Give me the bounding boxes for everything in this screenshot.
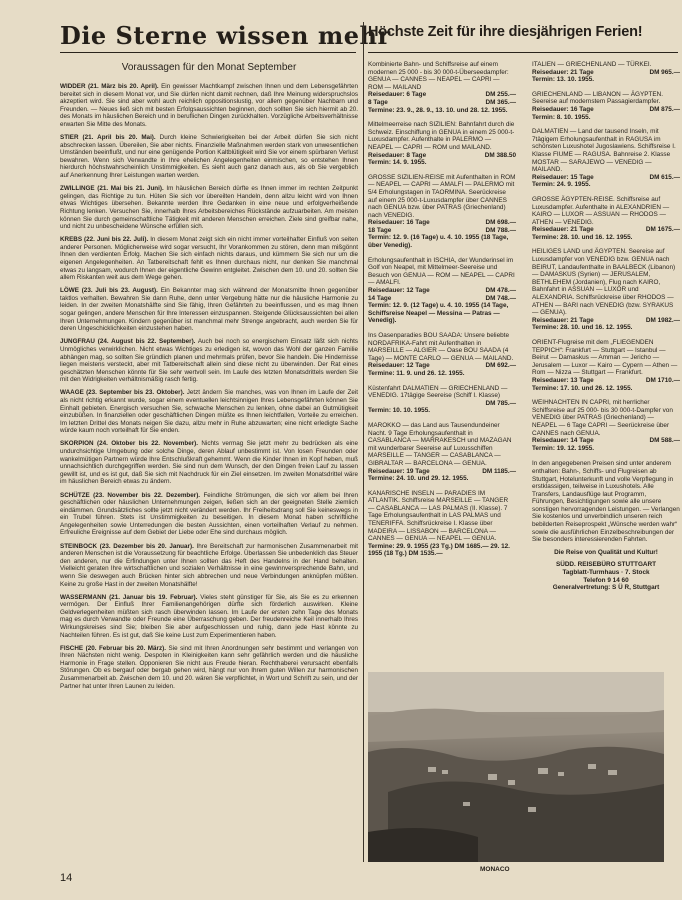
- offer-price-row: [368, 295, 516, 303]
- offer-description: HEILIGES LAND und ÄGYPTEN. Seereise auf Luxusdampfer von VENEDIG bzw. GENUA nach BEIRUT, Landaufenthalte in BAALBECK (Libanon) — DAMASKUS (Syrien) — JERUSALEM, BETHLEHEM (Jordanien), Flug nach KAIRO, Bahnfahrt in ASSUAN — LUXOR und ALEXANDRIA. Schiffsrückreise über RHODOS — ATHEN — BARI nach VENEDIG (bzw. SYRAKUS — GENUA).: [532, 248, 676, 317]
- zodiac-sign-text: Feindliche Strömungen, die sich vor allem bei Ihren geschäftlichen oder häuslichen Unternehmungen zeigen, ließen sich an der geeigneten Stelle ziemlich eindämmen. Grundsätzliches sollte jetzt nicht verändert werden. Ihr Freiheitsdrang soll Sie keineswegs in ein Trubel führen. Stets ist Unstimmigkeiten zu beseitigen. In diesem Monat haben schriftliche Angelegenheiten sowie Unterredungen die besten Aussichten, einen vorteilhaften Verlauf zu nehmen. Erfreuliche Ereignisse auf dem Gebiet der Liebe oder Ehe sind durchaus möglich.: [60, 491, 358, 537]
- offer-description: Mittelmeerreise nach SIZILIEN: Bahnfahrt durch die Schweiz. Einschiffung in GENUA in einem 25 000-t-Luxusdampfer. Aufenthalte in PALERMO — NEAPEL — CAPRI — ROM und MAILAND.: [368, 121, 515, 151]
- offer-description: GROSSE SIZILIEN-REISE mit Aufenthalten in ROM — NEAPEL — CAPRI — AMALFI — PALERMO mit 5/4 Erholungstagen in TAORMINA. Seerückreise auf einem 25 000-t-Luxusdampfer über CANNES nach GENUA bzw. über PATRAS (Griechenland) nach VENEDIG.: [368, 173, 516, 219]
- horoscope-subtitle: Voraussagen für den Monat September: [121, 62, 297, 73]
- travel-offer: [532, 61, 680, 84]
- zodiac-sign-head: WASSERMANN (21. Januar bis 19. Februar).: [60, 593, 198, 601]
- offer-duration: Reisedauer: 13 Tage: [532, 376, 594, 384]
- offer-price: DM 388.50: [484, 151, 516, 159]
- offer-dates: Termine: 28. 10. und 16. 12. 1955.: [532, 324, 633, 332]
- photo-caption: MONACO: [480, 866, 510, 873]
- zodiac-sign-text: Vieles steht günstiger für Sie, als Sie es zu erkennen vermögen. Der Einfluß Ihrer Familienangehörigen dürfte sich förderlich auswirken. Kleine Geldverlegenheiten müßten sich rasch überwinden lassen. Im Laufe der ersten zehn Tage des Monats mag es durch Verwandte oder Freunde eine Überraschung geben. Der freudenreiche Keil innerhalb Ihres Wirkungskreises sind Sie; bleiben Sie aber aufgeschlossen und ruhig, dann jede Hast könnte zu Nachteilen führen. Es ist gut, daß Sie keine Lust zum Experimentieren haben.: [60, 593, 358, 639]
- offer-description: DALMATIEN — Land der tausend Inseln, mit 7tägigem Erholungsaufenthalt in RAGUSA im schönsten Luxushotel Jugoslawiens. Schiffsreise I. Klasse FIUME — RAGUSA. Bahnreise 2. Klasse MOSTAR — SARAJEWO — VENEDIG — MAILAND.: [532, 128, 676, 174]
- zodiac-sign: [60, 645, 358, 691]
- offer-price: DM 615.—: [649, 173, 680, 181]
- offer-price-row: [532, 106, 680, 114]
- travel-offer: [368, 490, 516, 558]
- offer-price: DM 255.—: [485, 91, 516, 99]
- zodiac-sign-head: WAAGE (23. September bis 23. Oktober).: [60, 389, 185, 397]
- offer-price-row: [532, 226, 680, 234]
- travel-offer: [368, 174, 516, 250]
- offer-description: GRIECHENLAND — LIBANON — ÄGYPTEN. Seereise auf modernstem Passagierdampfer.: [532, 90, 664, 106]
- zodiac-sign: [60, 83, 358, 129]
- offer-dates: Termine: 24. 10. und 29. 12. 1955.: [368, 475, 469, 483]
- offer-price-row: [368, 287, 516, 295]
- travel-offer: [368, 385, 516, 415]
- travel-offer: [368, 332, 516, 378]
- offer-duration: Reisedauer: 16 Tage: [532, 105, 594, 113]
- horoscope-title: Die Sterne wissen mehr: [60, 21, 391, 50]
- offer-price: DM 692.—: [485, 362, 516, 370]
- zodiac-sign: [60, 134, 358, 180]
- closing-text: [532, 460, 680, 592]
- offer-duration: Reisedauer: 6 Tage: [368, 91, 427, 99]
- offer-dates: Termin: 12. 9. (12 Tage) u. 4. 10. 1955 (14 Tage, Schiffsreise Neapel — Messina — Patras — Venedig).: [368, 302, 509, 325]
- zodiac-sign: [60, 594, 358, 640]
- zodiac-sign-head: SCHÜTZE (23. November bis 22. Dezember).: [60, 491, 201, 499]
- zodiac-sign: [60, 236, 358, 282]
- offer-duration: Reisedauer: 21 Tage: [532, 226, 594, 234]
- offer-description: GROSSE ÄGYPTEN-REISE. Schiffsreise auf Luxusdampfer. Aufenthalte in ALEXANDRIEN — KAIRO — LUXOR — ASSUAN — RHODOS — ATHEN — VENEDIG.: [532, 195, 670, 226]
- travel-offer: [532, 91, 680, 121]
- travel-ad: [368, 22, 680, 592]
- offer-price: DM 875.—: [649, 105, 680, 113]
- offer-price: DM 788.—: [485, 226, 516, 234]
- zodiac-sign-text: Durch kleine Schwierigkeiten bei der Arbeit dürfen Sie sich nicht abschrecken lassen. Übereilen, Sie aber nichts. Finanzielle Maßnahmen werden stark von unwesentlichen Umständen beeinflußt, und nur eine genügende Portion Kaltblütigkeit wird Sie vor einem spürbaren Verlust bewahren. Wenn sich Verwandte in Ihre ehelichen Angelegenheiten einmischen, so entstehen Ihnen hierdurch höchstwahrscheinlich Unstimmigkeiten. Es sieht auch ganz danach aus, als ob Sie vergeblich auf Anerkennung Ihrer Leistungen warten werden.: [60, 134, 359, 180]
- offer-price-row: [532, 377, 680, 385]
- zodiac-sign-text: In diesem Monat zeigt sich ein nicht immer vorteilhafter Einfluß von seiten anderer Personen. Möglicherweise wird sogar versucht, Ihr Vorankommen zu stören, denn man mißgönnt Ihnen den verdienten Erfolg. Machen Sie sich einfach nichts daraus, und kümmern Sie sich nur um die eigenen Angelegenheiten. An Tatbereitschaft fehlt es Ihnen durchaus nicht, nur denken Sie manchmal etwas zu langsam, wodurch Ihnen der eigentliche Gewinn entgleitet. Zwischen dem 10. und 20. sollten Sie allem Riskanten weit aus dem Wege gehen.: [60, 236, 358, 282]
- offers-column-1: [368, 61, 516, 592]
- offer-duration: Reisedauer: 15 Tage: [532, 173, 594, 181]
- travel-offer: [368, 422, 516, 483]
- monaco-photo: [368, 672, 664, 862]
- travel-offer: [368, 61, 516, 114]
- offer-price-row: [368, 219, 516, 227]
- offer-price: DM 478.—: [485, 287, 516, 295]
- offer-duration: Reisedauer: 19 Tage: [368, 467, 430, 475]
- offer-price: DM 1185.—: [482, 467, 516, 475]
- travel-offer: [368, 121, 516, 167]
- travel-offer: [532, 248, 680, 332]
- zodiac-sign: [60, 543, 358, 589]
- offer-dates: Termin: 12. 9. (16 Tage) u. 4. 10. 1955 (18 Tage, über Venedig).: [368, 234, 509, 250]
- zodiac-sign: [60, 338, 358, 384]
- travel-offer: [532, 399, 680, 452]
- zodiac-sign-text: Ihre Bereitschaft zur harmonischen Zusammenarbeit mit anderen Menschen ist die Voraussetzung für beachtliche Erfolge. Überlassen Sie unbedenklich das Steuer den anderen, nur die Erfindungen unter Ihnen sollten das Heft des Handelns in der Hand behalten. Vielleicht geraten Ihre wirtschaftlichen und sozialen Verhältnisse in eine gewinnversprechende Bahn, und wenn Sie deswegen auch Brücken hinter sich abbrechen und neue Verbindungen anknüpfen müßten. Keine zu große Hast in der zweiten Monatshälfte!: [60, 542, 358, 588]
- offer-description: Küstenfahrt DALMATIEN — GRIECHENLAND — VENEDIG. 17tägige Seereise (Schiff I. Klasse): [368, 384, 508, 400]
- travel-offer: [532, 196, 680, 242]
- zodiac-sign-text: Sie sind mit Ihren Anordnungen sehr bestimmt und verlangen von Ihren Nächsten nicht wenig. Despoten in Kleinigkeiten kann sehr gefährlich werden und die häusliche Harmonie in Frage stellen. Opponieren Sie nicht aus Freude hieran. Rechthaberei verursacht ebenfalls Störungen. Ob es bergauf oder bergab gehen wird, hängt nur von Ihrem guten Willen zur harmonischen Zusammenarbeit ab. Zwischen dem 10. und 20. wären Sie verpflichtet, in Wort und Schrift zu sein, und der Partner hat unter Ihren Launen zu leiden.: [60, 644, 359, 690]
- offer-dates: Termine: 17. 10. und 26. 12. 1955.: [532, 384, 633, 392]
- offer-dates: Termine: 28. 10. und 16. 12. 1955.: [532, 233, 633, 241]
- zodiac-sign-head: KREBS (22. Juni bis 22. Juli).: [60, 236, 149, 244]
- offer-price-row: [532, 437, 680, 445]
- offer-dates: Termine: 11. 9. und 26. 12. 1955.: [368, 369, 465, 377]
- offer-price-row: [532, 174, 680, 182]
- offer-description: WEIHNACHTEN IN CAPRI, mit herrlicher Schiffsreise auf 25 000- bis 30 000-t-Dampfer von VENEDIG über PATRAS (Griechenland) — NEAPEL — 6 Tage CAPRI — Seerückreise über CANNES nach GENUA.: [532, 399, 673, 437]
- offer-price: DM 588.—: [649, 437, 680, 445]
- travel-offer: [532, 128, 680, 189]
- offer-dates: Termine: 29. 9. 1955 (23 Tg.) DM 1685.— 29. 12. 1955 (18 Tg.) DM 1535.—: [368, 542, 510, 558]
- zodiac-sign: [60, 440, 358, 486]
- zodiac-sign-head: WIDDER (21. März bis 20. April).: [60, 83, 159, 90]
- zodiac-sign-text: Nichts vermag Sie jetzt mehr zu bedrücken als eine undurchsichtige Umgebung oder solche Dinge, deren Ablauf unbestimmt ist. Von losen Freunden oder wankelmütigen Partnern würde Ihre Entschlußkraft gehemmt. Wenn die Kinder Ihnen im Kopf heben, muß unnachsichtlich durchgegriffen werden. Sie sind nun dem Wunsch, der den Dingen freien Lauf zu lassen gewillt ist, und es ist gut, daß Sie sich mit Nachdruck für ein Ziel einsetzen. Im zweiten Monatsdrittel wäre im häuslichen Bereich etwas zu ändern.: [60, 440, 358, 486]
- zodiac-sign-text: Ein gewisser Machtkampf zwischen Ihnen und dem Lebensgefährten bereitet sich in diesem Monat vor, und Sie dürfen nicht damit rechnen, daß Ihre Meinung widerspruchslos akzeptiert wird. Sie sind aber wohl auch reichlich oppositionslustig, vor allem gegenüber Nachbarn und Freunden. — Neues ließ sich mit besten Erfolgsaussichten beginnen, doch sollten Sie sich hiermit ab 20. des Monats im häuslichen Bereich und in beruflichen Dingen zurückhalten. Vorzügliche Arbeitsverhältnisse erwarten Sie Mitte des Monats.: [60, 83, 359, 128]
- offer-duration: Reisedauer: 21 Tage: [532, 316, 594, 324]
- offer-description: Kombinierte Bahn- und Schiffsreise auf einem modernen 25 000 - bis 30 000-t-Überseedampfer: GENUA — CANNES — NEAPEL — CAPRI — ROM — MAILAND: [368, 61, 509, 91]
- offer-duration: Reisedauer: 12 Tage: [368, 287, 430, 295]
- offer-price-row: [368, 99, 516, 107]
- offer-price-row: [368, 468, 516, 476]
- offer-dates: Termine: 23. 9., 28. 9., 13. 10. und 28. 12. 1955.: [368, 106, 508, 114]
- offer-description: KANARISCHE INSELN — PARADIES IM ATLANTIK. Schiffsreise MARSEILLE — TANGER — CASABLANCA — LAS PALMAS (II. Klasse). 7 Tage Erholungsaufenthalt in LAS PALMAS und TENERIFFA. Schiffsrückreise I. Klasse über MADEIRA — LISSABON — BARCELONA — CANNES — GENUA — NEAPEL — GENUA.: [368, 489, 509, 543]
- offer-description: Ins Oasenparadies BOU SAADA: Unsere beliebte NORDAFRIKA-Fahrt mit Aufenthalten in MARSEILLE — ALGIER — Oase BOU SAADA (4 Tage) — MONTE CARLO — GENUA — MAILAND.: [368, 332, 514, 362]
- offer-dates: Termin: 19. 12. 1955.: [532, 444, 595, 452]
- title-rule-left: [60, 52, 356, 53]
- column-divider: [363, 22, 364, 862]
- offer-price: DM 965.—: [649, 68, 680, 76]
- offer-duration: 18 Tage: [368, 226, 392, 234]
- zodiac-sign-head: LÖWE (23. Juli bis 23. August).: [60, 287, 158, 295]
- agency-name: SÜDD. REISEBÜRO STUTTGART: [555, 561, 657, 569]
- zodiac-sign-text: Jetzt ändern Sie manches, was von Ihnen im Laufe der Zeit als nicht richtig erkannt wurde, sogar einem eventuellen leichtsinnigen Ihres Lebensgefährten können Sie Einhalt gebieten. Energisch versuchen Sie, schwache Menschen zu lenken, ohne dabei an Gutmütigkeit einzubüßen. In finanziellen oder geschäftlichen Dingen müßte es Ihnen leichtfallen, Vorteile zu erreichen. Im letzten Drittel des Monats neigen Sie dazu, allzu mehr in Ruhe abzuwarten; eine nicht erledigte Sache würde kaum noch vorteilhaft für Sie enden.: [60, 389, 359, 435]
- zodiac-sign-head: FISCHE (20. Februar bis 20. März).: [60, 644, 166, 652]
- zodiac-sign: [60, 389, 358, 435]
- offer-dates: Termin: 8. 10. 1955.: [532, 113, 591, 121]
- offers-column-2: [532, 61, 680, 592]
- monaco-photo-drawing: [368, 672, 664, 862]
- zodiac-sign-text: Ein Bekannter mag sich während der Monatsmitte Ihnen gegenüber taktlos verhalten. Bewahren Sie dann Ruhe, denn unter Vergebung hätte nur die häusliche Harmonie zu leiden. In der zweiten Monatshälfte sind Sie fähig, Ihren Gefährten zu beeinflussen, und es mag Ihnen sogar gelingen, andere Menschen für Ihre Interessen einzuspannen. Steigende Glücksaussichten bei allen Ihren Unternehmungen. Kindern gegenüber ist manchmal mehr Strenge angebracht, auch werden Sie für deren Ungeschicklichkeiten einzustehen haben.: [60, 287, 358, 333]
- offer-description: ITALIEN — GRIECHENLAND — TÜRKEI.: [532, 61, 652, 68]
- offer-description: MAROKKO — das Land aus Tausendundeiner Nacht. 9 Tage Erholungsaufenthalt in CASABLANCA — MARRAKESCH und MAZAGAN mit wunderbarer Seereise auf Luxusschiffen MARSEILLE — TANGER — CASABLANCA — GIBRALTAR — BARCELONA — GENUA.: [368, 421, 512, 467]
- offer-price: DM 365.—: [485, 98, 516, 106]
- zodiac-sign-head: SKORPION (24. Oktober bis 22. November).: [60, 440, 199, 448]
- offer-price: DM 748.—: [485, 294, 516, 302]
- title-rule-right: [368, 52, 678, 53]
- travel-offer: [368, 257, 516, 325]
- slogan: Die Reise von Qualität und Kultur!: [554, 548, 658, 556]
- offer-price-row: [368, 362, 516, 370]
- agency-building: Tagblatt-Turmhaus · 7. Stock: [562, 569, 650, 577]
- zodiac-sign-text: Im häuslichen Bereich dürfte es Ihnen immer im rechten Zeitpunkt gelingen, das Richtige zu tun. Hüten Sie sich vor übereilten Handeln, denn allzu leicht wird von Ihnen etwas Wichtiges übersehen. Bekannte werden Ihre Gedanken in eine neue und erfolgverheißende Richtung lenken. Versuchen Sie, innerhalb Ihres Arbeitsbereiches Rückstände aufzuarbeiten. Am meisten können Sie durch gemeinschaftliche Tätigkeit mit anderen Menschen erreichen. Ziele sind greifbar nahe, und nicht zu unbescheidene Wünsche erfüllen sich.: [60, 185, 358, 231]
- offer-duration: Reisedauer: 14 Tage: [532, 437, 594, 445]
- offer-duration: Reisedauer: 8 Tage: [368, 151, 427, 159]
- zodiac-sign-head: STIER (21. April bis 20. Mai).: [60, 134, 156, 142]
- offer-duration: Reisedauer: 16 Tage: [368, 219, 430, 227]
- travel-offer: [532, 339, 680, 392]
- offer-price: DM 698.—: [485, 219, 516, 227]
- zodiac-sign-head: ZWILLINGE (21. Mai bis 21. Juni).: [60, 185, 164, 193]
- zodiac-list: [60, 83, 358, 690]
- zodiac-sign: [60, 287, 358, 333]
- offer-description: ORIENT-Flugreise mit dem „FLIEGENDEN TEPPICH“: Frankfurt — Stuttgart — Istanbul — Beirut — Damaskus — Amman — Jericho — Jerusalem — Luxor — Kairo — Cypern — Athen — Rom — Nizza — Stuttgart — Frankfurt.: [532, 339, 678, 377]
- offer-price-row: [368, 91, 516, 99]
- offer-price: DM 1710.—: [645, 376, 680, 384]
- agency-general-agent: Generalvertretung: S Ü R, Stuttgart: [552, 584, 660, 592]
- offer-price-row: [532, 69, 680, 77]
- offer-description: Erholungsaufenthalt in ISCHIA, der Wunderinsel im Golf von Neapel, mit Mittelmeer-Seereise und Besuch von GENUA — ROM — NEAPEL — CAPRI — AMALFI.: [368, 256, 515, 287]
- zodiac-sign-head: JUNGFRAU (24. August bis 22. September).: [60, 338, 196, 346]
- page-number: 14: [60, 872, 73, 884]
- offer-dates: Termin: 10. 10. 1955.: [368, 407, 431, 415]
- offer-dates: Termin: 13. 10. 1955.: [532, 76, 595, 84]
- offer-price-row: [532, 317, 680, 325]
- closing-paragraph: In den angegebenen Preisen sind unter anderem enthalten: Bahn-, Schiffs- und Flugreisen ab Stuttgart, Hotelunterkunft und volle Verpflegung in erstklassigen, teilweise in Luxushotels. Alle Transfers, Landausflüge laut Programm, Führungen, Besichtigungen sowie alle unsere sonstigen hervorragenden Leistungen. — Verlangen Sie kostenlos und unverbindlich unseren reich bebilderten Reiseprospekt „Wünsche werden wahr“ sowie die ausführlichen Einzelbeschreibungen der Sie besonders interessierenden Fahrten.: [532, 460, 680, 544]
- offer-duration: Reisedauer: 21 Tage: [532, 68, 594, 76]
- offer-price-row: [368, 227, 516, 235]
- zodiac-sign: [60, 185, 358, 231]
- offer-price-row: [368, 400, 516, 408]
- zodiac-sign-head: STEINBOCK (23. Dezember bis 20. Januar).: [60, 542, 194, 550]
- offer-dates: Termin: 24. 9. 1955.: [532, 181, 591, 189]
- offer-price-row: [368, 152, 516, 160]
- zodiac-sign: [60, 492, 358, 538]
- offer-dates: Termin: 14. 9. 1955.: [368, 159, 427, 167]
- offer-price: DM 785.—: [485, 399, 516, 407]
- offer-duration: 8 Tage: [368, 98, 388, 106]
- offer-price: DM 1982.—: [645, 316, 680, 324]
- offer-price: DM 1675.—: [645, 226, 680, 234]
- agency-phone: Telefon 9 14 60: [583, 576, 629, 584]
- offer-duration: Reisedauer: 12 Tage: [368, 362, 430, 370]
- travel-title: Höchste Zeit für ihre diesjährigen Ferien!: [368, 24, 643, 40]
- offer-duration: 14 Tage: [368, 294, 392, 302]
- zodiac-sign-text: Auch bei noch so energischem Einsatz läßt sich nichts Unmögliches verwirklichen. Nicht etwas Wichtiges zu erledigen ist, wovon das Wohl der ganzen Familie abhängen mag, so sollten Sie gründlich planen und mehrmals prüfen, bevor Sie handeln. Die Hindernisse liegen meistens versteckt, aber mit Tatbereitschaft allein sind diese nicht zu überwinden. Der Rat eines geschätzten Menschen könnte für Sie sehr wertvoll sein. Im Laufe des letzten Monatsdrittels werden Sie mit den Widrigkeiten verhältnismäßig rasch fertig.: [60, 338, 358, 384]
